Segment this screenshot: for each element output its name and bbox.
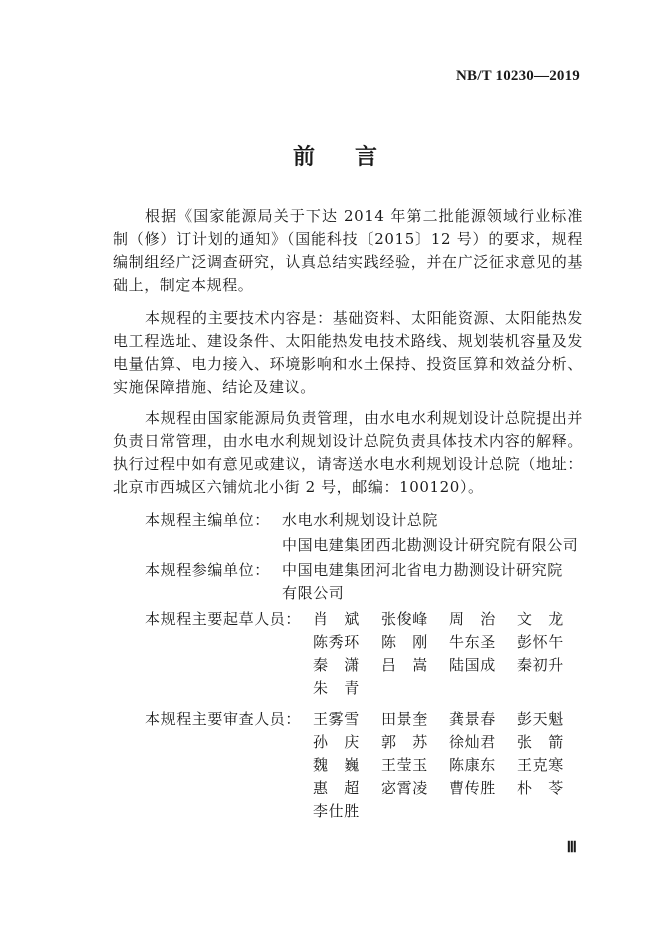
drafter-name: 文 龙 [517,610,564,628]
participating-unit-line-2: 有限公司 [282,584,345,602]
drafter-name: 陆国成 [449,656,496,674]
reviewer-name: 朴 苓 [517,779,564,797]
reviewer-name: 宓霄凌 [381,779,428,797]
drafter-name: 肖 斌 [313,610,360,628]
reviewer-name: 龚景春 [449,710,496,728]
reviewers-list [313,708,585,823]
drafter-name: 秦初升 [517,656,564,674]
drafter-name: 朱 青 [313,679,360,697]
reviewers-label: 本规程主要审查人员： [145,710,302,728]
reviewer-name: 孙 庆 [313,733,360,751]
reviewer-name: 王莹玉 [381,756,428,774]
reviewer-name: 田景奎 [381,710,428,728]
preface-paragraph-2 [113,307,583,399]
chief-editor-unit-1: 水电水利规划设计总院 [282,511,439,529]
reviewer-name: 惠 超 [313,779,360,797]
paragraph-text: 本规程的主要技术内容是：基础资料、太阳能资源、太阳能热发电工程选址、建设条件、太阳能热发电技术路线、规划装机容量及发电量估算、电力接入、环境影响和水土保持、投资匡算和效益分析、实施保障措施、结论及建议。 [113,309,583,396]
page-number: Ⅲ [566,840,577,856]
reviewer-name: 张 箭 [517,733,564,751]
reviewer-name: 徐灿君 [449,733,496,751]
drafter-name: 陈 刚 [381,633,428,651]
paragraph-text: 根据《国家能源局关于下达 2014 年第二批能源领域行业标准制（修）订计划的通知》（国能科技〔2015〕12 号）的要求，规程编制组经广泛调查研究，认真总结实践经验，并在广泛征求意见的基础上，制定本规程。 [113,207,583,294]
reviewer-name: 王雾雪 [313,710,360,728]
paragraph-text: 本规程由国家能源局负责管理，由水电水利规划设计总院提出并负责日常管理，由水电水利规划设计总院负责具体技术内容的解释。执行过程中如有意见或建议，请寄送水电水利规划设计总院（地址：北京市西城区六铺炕北小街 2 号，邮编：100120）。 [113,409,583,496]
drafters-list [313,608,585,700]
preface-paragraph-1 [113,205,583,297]
page-title: 前言 [292,144,417,170]
drafter-name: 秦 潇 [313,656,360,674]
document-code: NB/T 10230—2019 [456,68,580,84]
chief-editor-label: 本规程主编单位： [145,511,270,529]
chief-editor-unit-2: 中国电建集团西北勘测设计研究院有限公司 [282,536,579,554]
drafter-name: 吕 嵩 [381,656,428,674]
reviewer-name: 王克寒 [517,756,564,774]
reviewer-name: 陈康东 [449,756,496,774]
preface-paragraph-3 [113,407,583,499]
drafters-label: 本规程主要起草人员： [145,610,302,628]
drafter-name: 牛东圣 [449,633,496,651]
drafter-name: 彭怀午 [517,633,564,651]
drafter-name: 张俊峰 [381,610,428,628]
participating-label: 本规程参编单位： [145,561,270,579]
reviewer-name: 郭 苏 [381,733,428,751]
reviewer-name: 魏 巍 [313,756,360,774]
reviewer-name: 李仕胜 [313,802,360,820]
reviewer-name: 彭天魁 [517,710,564,728]
participating-unit-line-1: 中国电建集团河北省电力勘测设计研究院 [282,561,563,579]
drafter-name: 陈秀环 [313,633,360,651]
drafter-name: 周 治 [449,610,496,628]
reviewer-name: 曹传胜 [449,779,496,797]
